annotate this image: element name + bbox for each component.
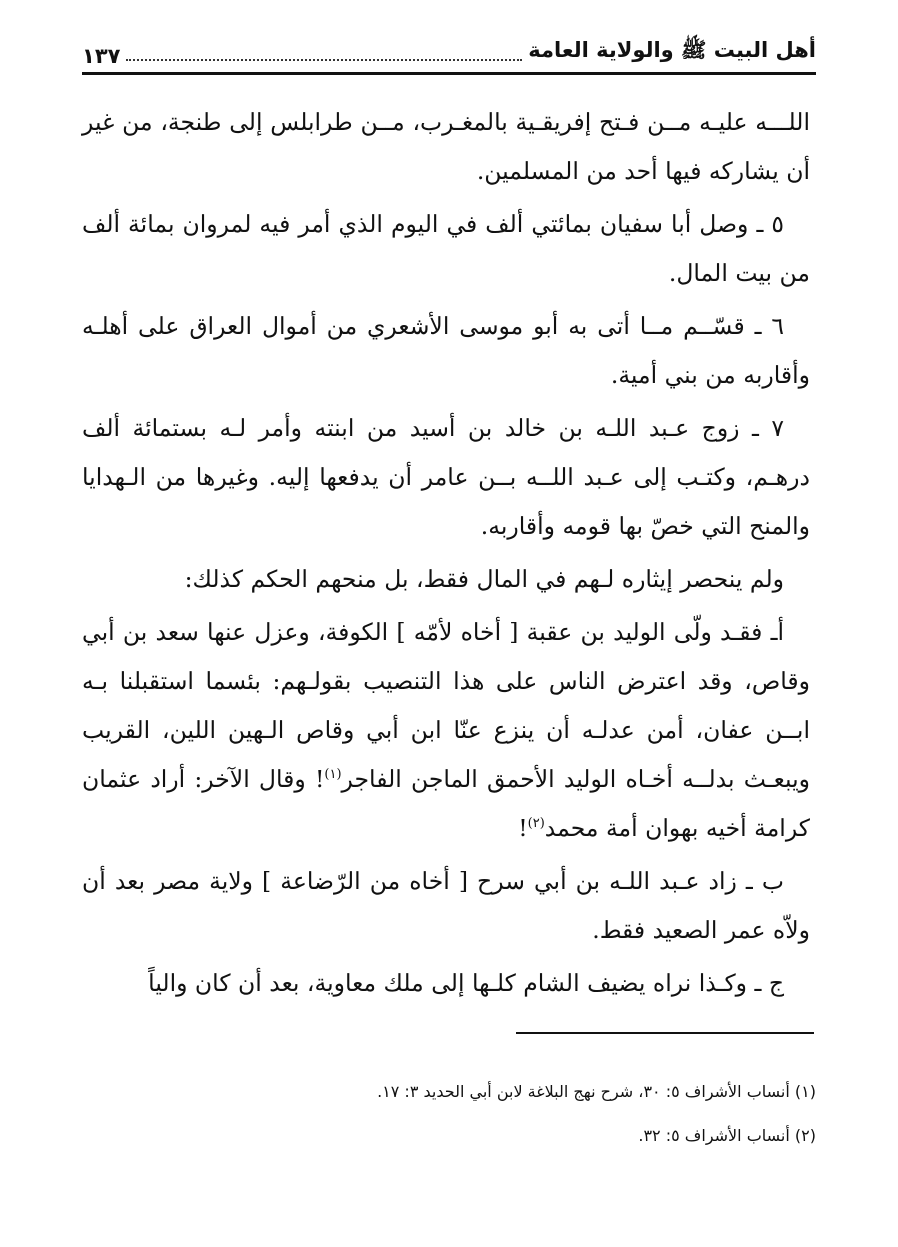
footnotes	[260, 1070, 816, 1158]
page-number: ١٣٧	[82, 44, 121, 68]
paragraph-a-tail: ! وقال الآخر: أراد عثمان كرامة أخيه بهوان أمة محمد	[82, 765, 810, 842]
paragraph: ٧ ـ زوج عـبد اللـه بن خالد بن أسيد من ابنته وأمر لـه بستمائة ألف درهـم، وكتـب إلى عـبد اللــه بــن عامر أن يدفعها إليه. وغيرها من الـهدايا والمنح التي خصّ بها قومه وأقاربه.	[82, 414, 810, 540]
header-title: أهل البيت ﷺ والولاية العامة	[528, 38, 816, 62]
footnote-2: (٢) أنساب الأشراف ٥: ٣٢.	[638, 1126, 816, 1145]
paragraph-a-end: !	[518, 814, 528, 842]
paragraph-a-text: أـ فقـد ولّى الوليد بن عقبة [ أخاه لأمّه ] الكوفة، وعزل عنها سعد بن أبي وقاص، وقد اعترض الناس على هذا التنصيب بقولـهم: بئسما استقبلنا بـه ابــن عفان، أمن عدلـه أن ينزع عنّا ابن أبي وقاص الـهين اللين، القريب ويبعـث بدلــه أخـاه الوليد الأحمق الماجن الفاجر	[82, 618, 810, 793]
paragraph: ولم ينحصر إيثاره لـهم في المال فقط، بل منحهم الحكم كذلك:	[184, 565, 784, 593]
paragraph: ٦ ـ قسّــم مــا أتى به أبو موسى الأشعري من أموال العراق على أهلـه وأقاربه من بني أمية.	[82, 312, 810, 389]
paragraph-a	[82, 608, 810, 853]
footnote-ref-2[interactable]: (٢)	[527, 816, 545, 832]
paragraph: اللـــه عليـه مــن فـتح إفريقـية بالمغـرب، مــن طرابلس إلى طنجة، من غير أن يشاركه فيها أحد من المسلمين.	[82, 108, 810, 185]
footnote-ref-1[interactable]: (١)	[324, 767, 342, 783]
main-text	[82, 98, 810, 1012]
running-header	[82, 32, 816, 68]
paragraph: ب ـ زاد عـبد اللـه بن أبي سرح [ أخاه من الرّضاعة ] ولاية مصر بعد أن ولاّه عمر الصعيد فقط.	[82, 867, 810, 944]
paragraph: ٥ ـ وصل أبا سفيان بمائتي ألف في اليوم الذي أمر فيه لمروان بمائة ألف من بيت المال.	[82, 210, 810, 287]
header-dot-leader	[126, 59, 522, 61]
header-rule	[82, 72, 816, 75]
paragraph: ج ـ وكـذا نراه يضيف الشام كلـها إلى ملك معاوية، بعد أن كان والياً	[148, 969, 784, 997]
footnote-separator	[516, 1032, 814, 1034]
footnote-1: (١) أنساب الأشراف ٥: ٣٠، شرح نهج البلاغة لابن أبي الحديد ٣: ١٧.	[377, 1082, 816, 1101]
